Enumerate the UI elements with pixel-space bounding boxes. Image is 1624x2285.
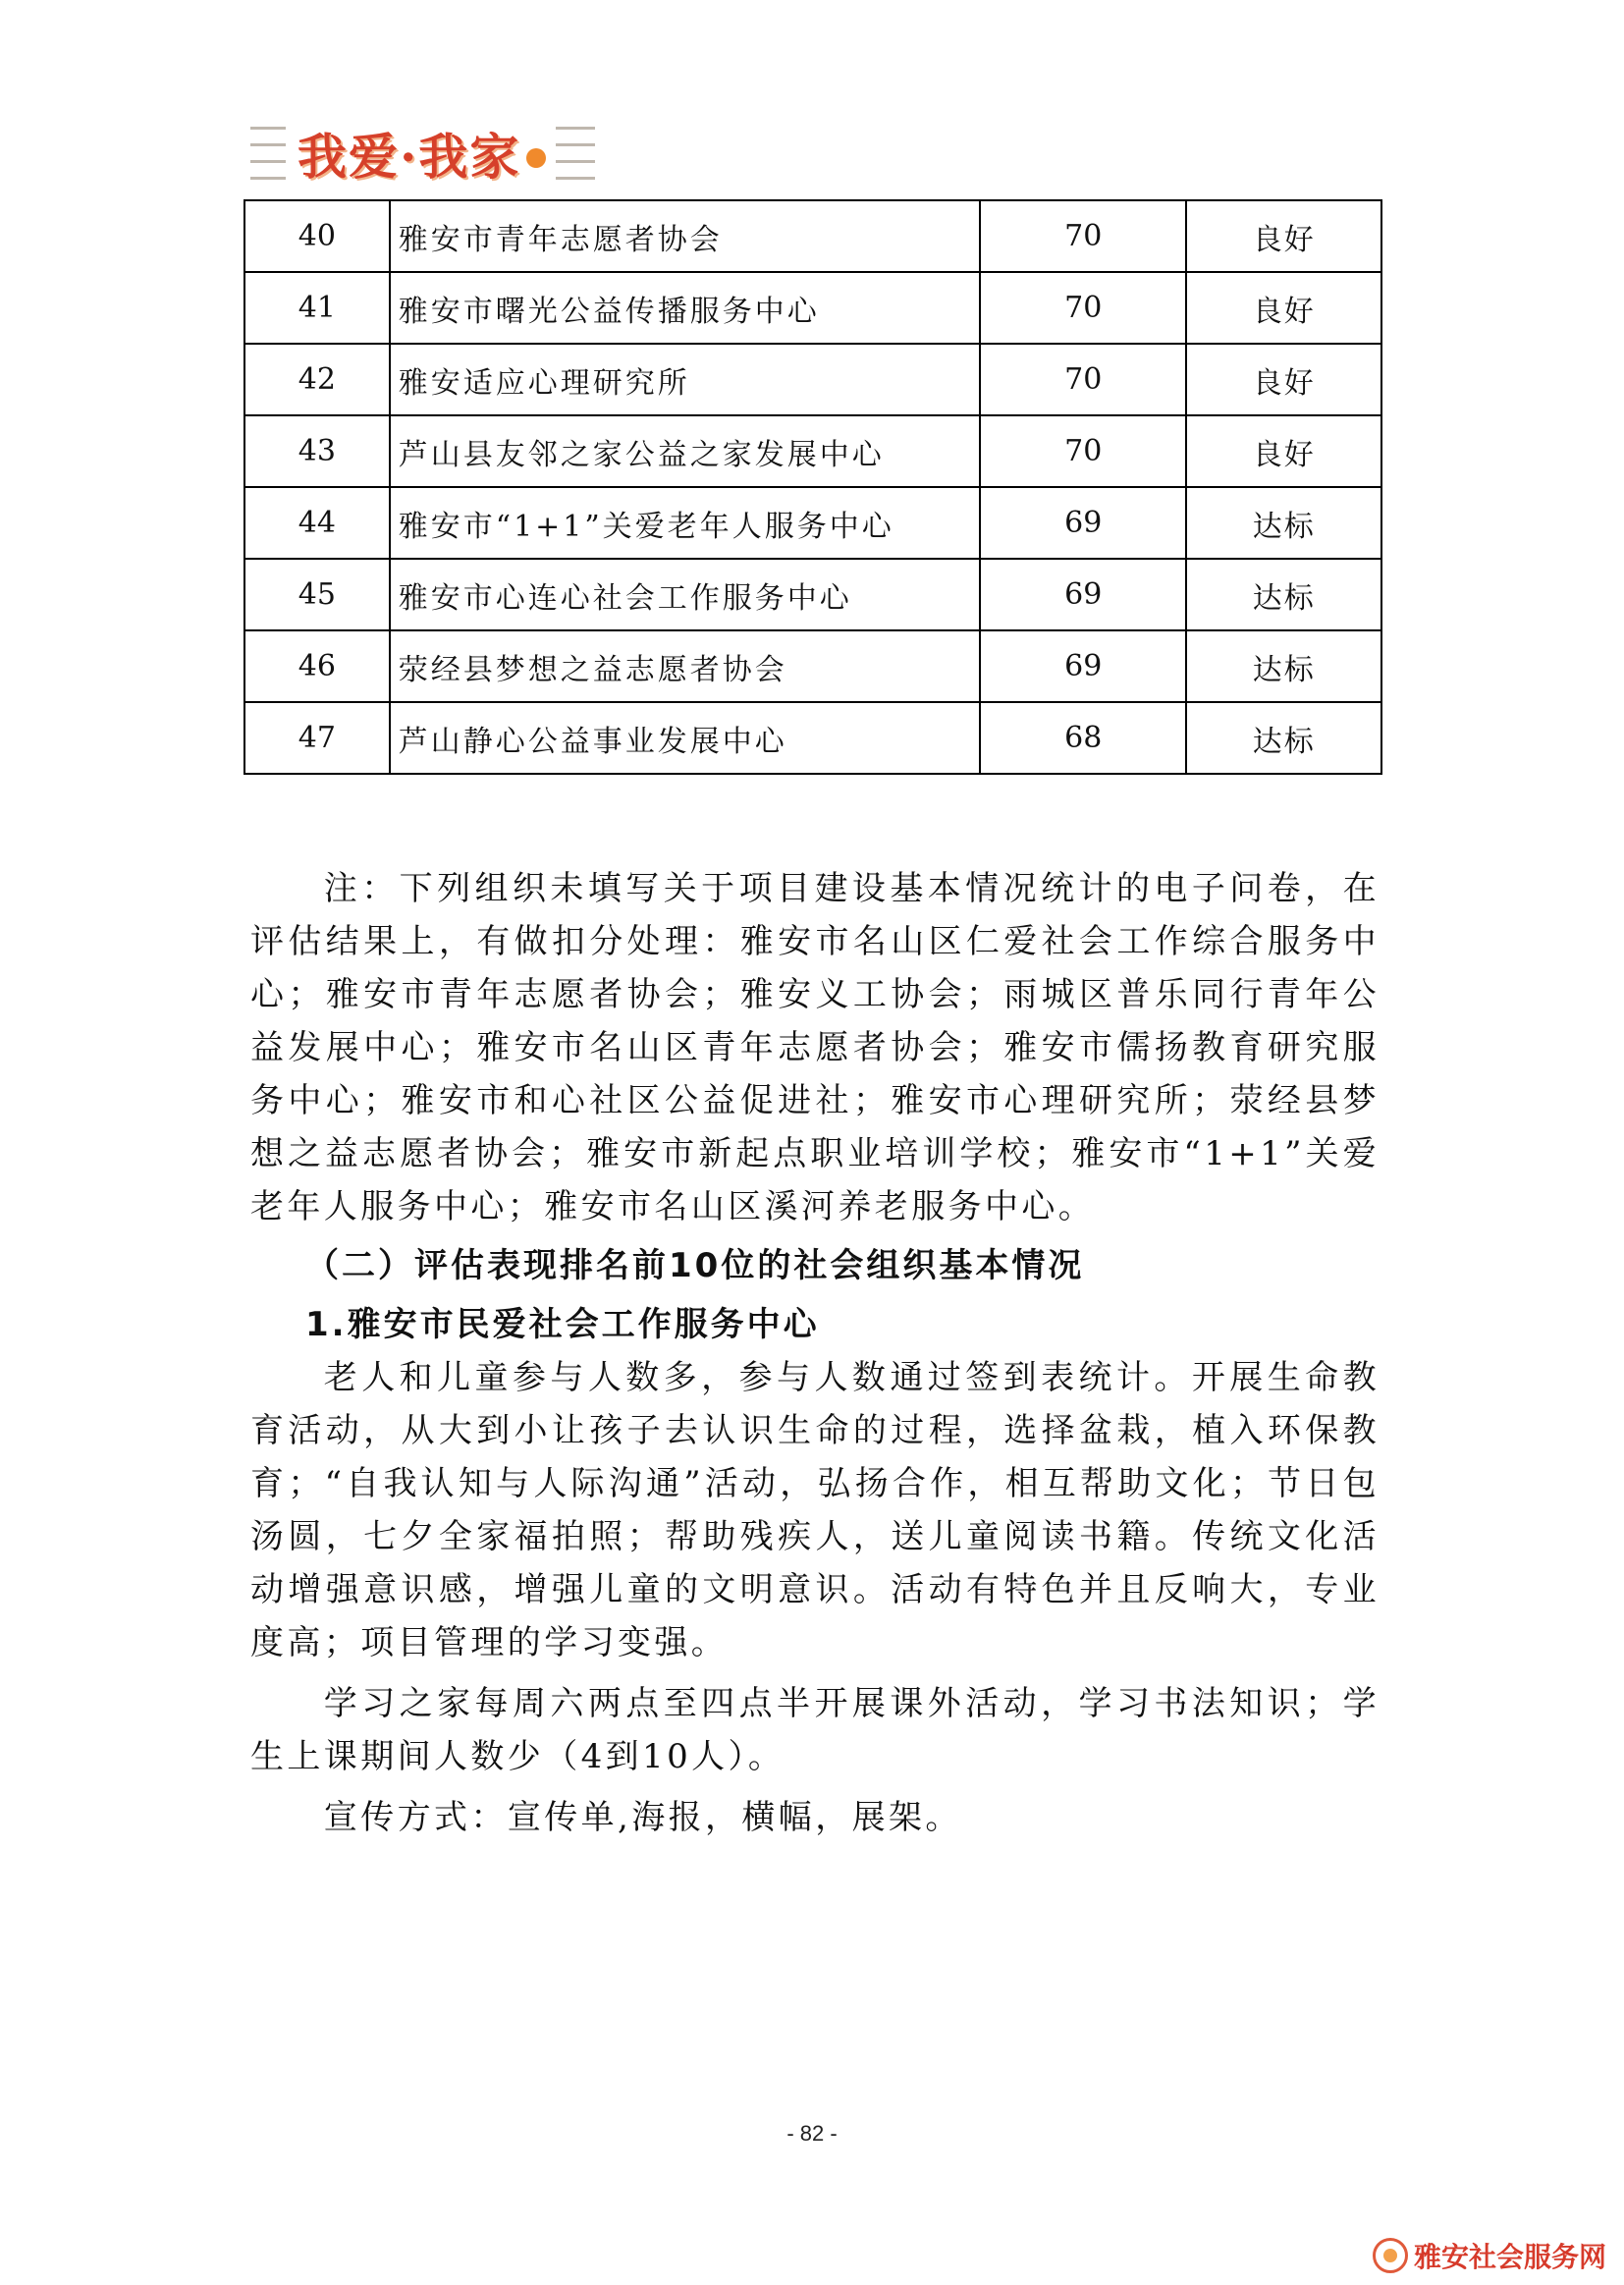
row-number: 44 [244, 487, 390, 559]
site-watermark [1373, 2236, 1606, 2275]
grade: 良好 [1186, 415, 1381, 487]
table-row [244, 344, 1381, 415]
body-paragraph: 学习之家每周六两点至四点半开展课外活动，学习书法知识；学生上课期间人数少（4到10人）。 [250, 1684, 1380, 1776]
watermark-text: 雅安社会服务网 [1413, 2241, 1606, 2273]
logo-text: 我爱·我家 [298, 128, 521, 186]
section-heading: （二）评估表现排名前10位的社会组织基本情况 [305, 1246, 1085, 1285]
row-number: 47 [244, 702, 390, 774]
header-logo [250, 113, 595, 193]
row-number: 42 [244, 344, 390, 415]
page-number: - 82 - [786, 2121, 838, 2146]
grade: 良好 [1186, 344, 1381, 415]
row-number: 45 [244, 559, 390, 630]
grade: 达标 [1186, 702, 1381, 774]
table-row [244, 415, 1381, 487]
org-name: 雅安市曙光公益传播服务中心 [390, 272, 980, 344]
score: 70 [980, 415, 1186, 487]
score: 70 [980, 272, 1186, 344]
grade: 达标 [1186, 487, 1381, 559]
org-name: 荥经县梦想之益志愿者协会 [390, 630, 980, 702]
score: 68 [980, 702, 1186, 774]
score: 70 [980, 200, 1186, 272]
table-row [244, 559, 1381, 630]
grade: 良好 [1186, 200, 1381, 272]
row-number: 46 [244, 630, 390, 702]
score: 70 [980, 344, 1186, 415]
body-paragraph: 老人和儿童参与人数多，参与人数通过签到表统计。开展生命教育活动，从大到小让孩子去认识生命的过程，选择盆栽，植入环保教育；“自我认知与人际沟通”活动，弘扬合作，相互帮助文化；节日包汤圆，七夕全家福拍照；帮助残疾人，送儿童阅读书籍。传统文化活动增强意识感，增强儿童的文明意识。活动有特色并且反响大，专业度高；项目管理的学习变强。 [250, 1358, 1380, 1662]
table-row [244, 487, 1381, 559]
logo-decoration-left [250, 127, 286, 180]
table-row [244, 630, 1381, 702]
row-number: 41 [244, 272, 390, 344]
org-name: 雅安适应心理研究所 [390, 344, 980, 415]
document-body [250, 862, 1380, 1844]
org-name: 雅安市青年志愿者协会 [390, 200, 980, 272]
table-row [244, 272, 1381, 344]
row-number: 40 [244, 200, 390, 272]
heart-icon [526, 148, 546, 168]
badge-icon [1373, 2238, 1408, 2273]
subsection-heading: 1.雅安市民爱社会工作服务中心 [305, 1305, 820, 1344]
note-paragraph: 注：下列组织未填写关于项目建设基本情况统计的电子问卷，在评估结果上，有做扣分处理：雅安市名山区仁爱社会工作综合服务中心；雅安市青年志愿者协会；雅安义工协会；雨城区普乐同行青年公益发展中心；雅安市名山区青年志愿者协会；雅安市儒扬教育研究服务中心；雅安市和心社区公益促进社；雅安市心理研究所；荥经县梦想之益志愿者协会；雅安市新起点职业培训学校；雅安市“1+1”关爱老年人服务中心；雅安市名山区溪河养老服务中心。 [250, 869, 1380, 1226]
score: 69 [980, 487, 1186, 559]
score: 69 [980, 630, 1186, 702]
org-name: 芦山县友邻之家公益之家发展中心 [390, 415, 980, 487]
score: 69 [980, 559, 1186, 630]
org-name: 雅安市心连心社会工作服务中心 [390, 559, 980, 630]
org-name: 雅安市“1+1”关爱老年人服务中心 [390, 487, 980, 559]
grade: 良好 [1186, 272, 1381, 344]
grade: 达标 [1186, 630, 1381, 702]
table-row [244, 702, 1381, 774]
ranking-table [244, 199, 1382, 775]
org-name: 芦山静心公益事业发展中心 [390, 702, 980, 774]
grade: 达标 [1186, 559, 1381, 630]
row-number: 43 [244, 415, 390, 487]
body-paragraph: 宣传方式：宣传单,海报，横幅，展架。 [323, 1798, 962, 1837]
table-row [244, 200, 1381, 272]
logo-decoration-right [556, 127, 595, 180]
